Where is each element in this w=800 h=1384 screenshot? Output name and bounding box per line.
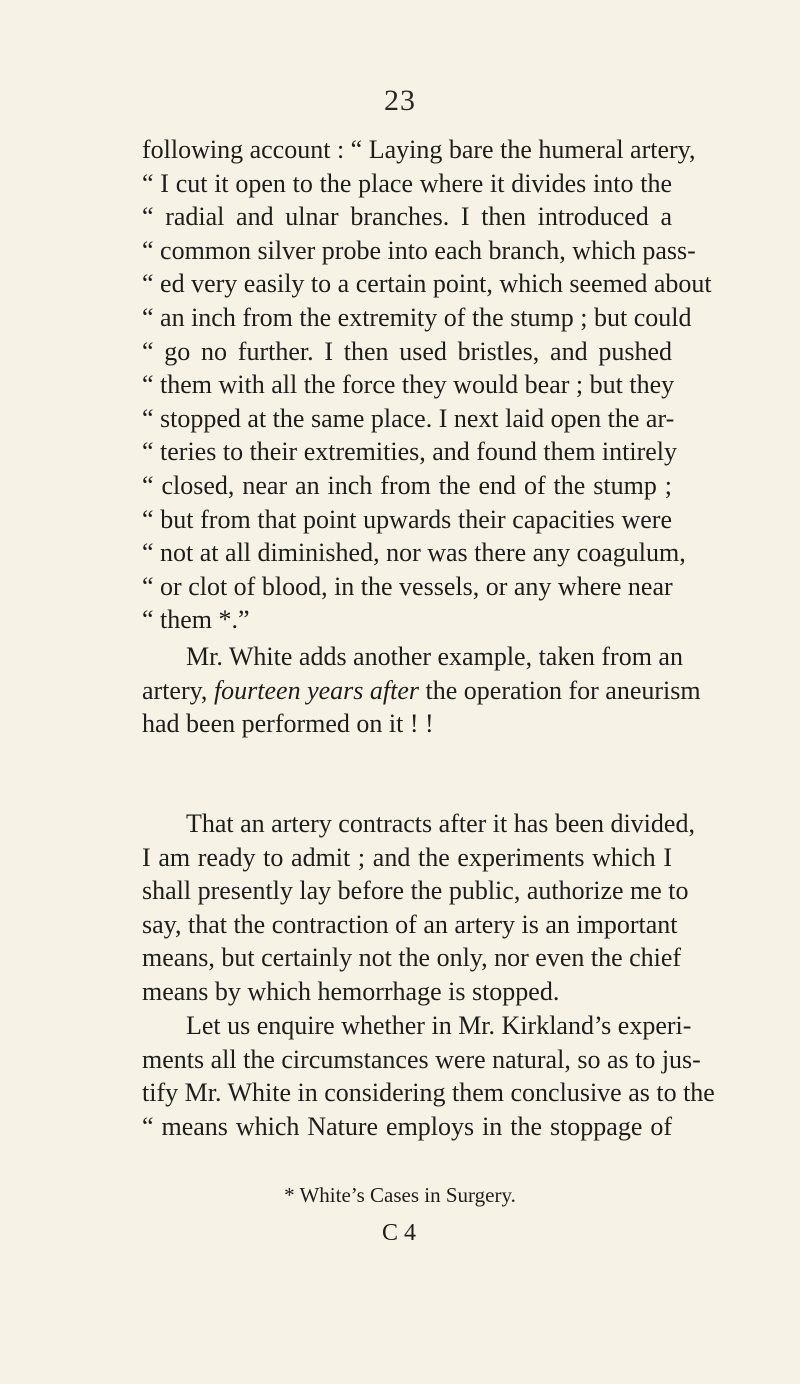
text-line: following account : “ Laying bare the humeral artery, — [142, 135, 696, 164]
text-line: “ them *.” — [142, 605, 250, 635]
text-line: “ not at all diminished, nor was there any coagulum, — [142, 538, 686, 568]
page-number: 23 — [384, 84, 416, 117]
text-line: Let us enquire whether in Mr. Kirkland’s experi- — [186, 1011, 692, 1040]
text-line: say, that the contraction of an artery is an important — [142, 909, 678, 939]
text-line: “ closed, near an inch from the end of the stump ; — [142, 470, 672, 500]
text-line: “ or clot of blood, in the vessels, or any where near — [142, 571, 673, 601]
text-line: “ teries to their extremities, and found them intirely — [142, 437, 678, 467]
text-line: means by which hemorrhage is stopped. — [142, 976, 560, 1006]
text-line: “ ed very easily to a certain point, which seemed about — [142, 269, 712, 299]
quoted-account-paragraph — [142, 133, 712, 637]
white-example-paragraph — [142, 640, 701, 741]
signature-mark: C 4 — [382, 1220, 417, 1246]
kirkland-enquiry-paragraph — [142, 1009, 715, 1143]
text-line: “ radial and ulnar branches. I then introduced a — [142, 202, 672, 232]
text-line: “ I cut it open to the place where it divides into the — [142, 168, 672, 198]
text-line: means, but certainly not the only, nor even the chief — [142, 943, 682, 973]
text-line: Mr. White adds another example, taken from an — [186, 642, 683, 671]
text-line: I am ready to admit ; and the experiments which I — [142, 842, 672, 872]
text-line: “ go no further. I then used bristles, and pushed — [142, 336, 672, 366]
emphasis-text: fourteen years after — [213, 675, 420, 705]
text-line: shall presently lay before the public, authorize me to — [142, 876, 689, 906]
text-line: ments all the circumstances were natural, so as to jus- — [142, 1044, 701, 1074]
footnote: * White’s Cases in Surgery. — [284, 1183, 516, 1207]
text-line: That an artery contracts after it has been divided, — [186, 809, 695, 838]
text-line: “ an inch from the extremity of the stump ; but could — [142, 302, 692, 332]
text-segment: artery, — [142, 675, 214, 705]
text-line: “ but from that point upwards their capacities were — [142, 504, 672, 534]
text-line: “ them with all the force they would bear ; but they — [142, 370, 675, 400]
text-line: “ means which Nature employs in the stoppage of — [142, 1111, 672, 1141]
text-line: “ stopped at the same place. I next laid open the ar- — [142, 403, 675, 433]
text-line: had been performed on it ! ! — [142, 709, 434, 739]
text-line: tify Mr. White in considering them conclusive as to the — [142, 1078, 715, 1108]
text-line — [142, 674, 701, 708]
text-line: “ common silver probe into each branch, which pass- — [142, 235, 696, 265]
artery-contraction-paragraph — [142, 807, 695, 1009]
text-segment: the operation for aneurism — [419, 675, 701, 705]
